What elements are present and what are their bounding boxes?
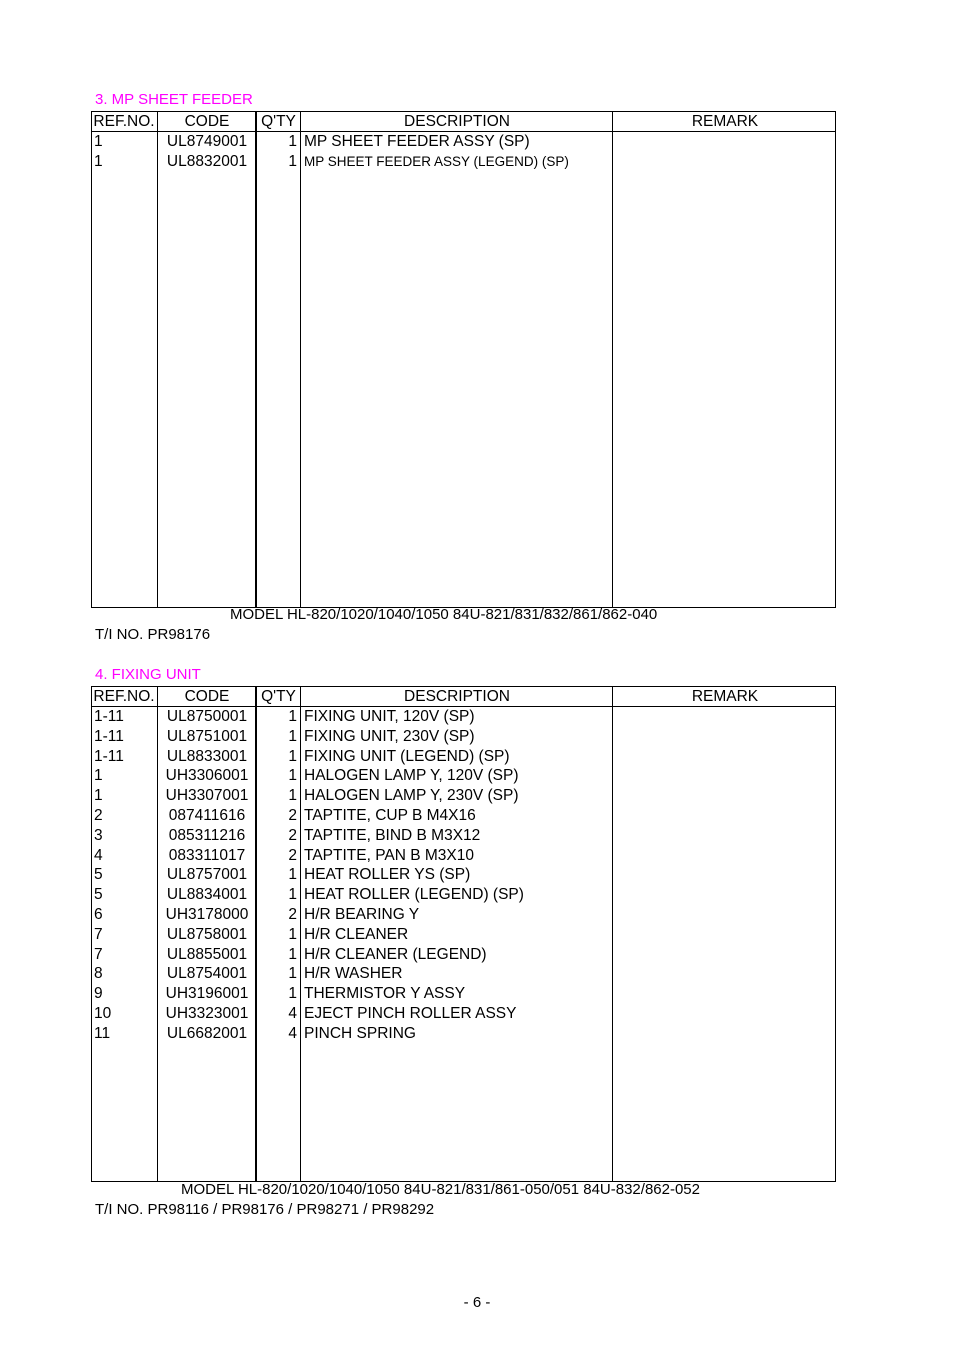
code-cell: UL8834001 bbox=[166, 886, 248, 904]
model-line-mp-sheet-feeder: MODEL HL-820/1020/1040/1050 84U-821/831/832/861/862-040 bbox=[230, 606, 658, 623]
description-cell: MP SHEET FEEDER ASSY (LEGEND) (SP) bbox=[304, 153, 569, 169]
table-row bbox=[92, 766, 835, 786]
table-row bbox=[92, 1024, 835, 1044]
ref-cell: 6 bbox=[94, 905, 103, 923]
parts-table-mp-sheet-feeder bbox=[91, 111, 836, 608]
table-row bbox=[92, 707, 835, 727]
header-code: CODE bbox=[184, 688, 230, 705]
qty-cell: 2 bbox=[288, 806, 297, 824]
description-cell: HEAT ROLLER (LEGEND) (SP) bbox=[304, 886, 524, 904]
table-row bbox=[92, 865, 835, 885]
qty-cell: 1 bbox=[288, 767, 297, 785]
ref-cell: 7 bbox=[94, 945, 103, 963]
fixing-unit-rows bbox=[92, 707, 835, 1044]
description-cell: H/R CLEANER (LEGEND) bbox=[304, 945, 487, 963]
qty-cell: 4 bbox=[288, 1004, 297, 1022]
code-cell: UL8833001 bbox=[166, 747, 248, 765]
description-cell: HALOGEN LAMP Y, 120V (SP) bbox=[304, 767, 519, 785]
table-header bbox=[92, 112, 835, 132]
table-row bbox=[92, 747, 835, 767]
header-remark: REMARK bbox=[691, 113, 759, 130]
page-number: - 6 - bbox=[463, 1294, 491, 1311]
header-description: DESCRIPTION bbox=[404, 688, 510, 705]
header-ref: REF.NO. bbox=[93, 688, 155, 705]
code-cell: UL8757001 bbox=[166, 866, 248, 884]
code-cell: UH3306001 bbox=[165, 767, 249, 785]
qty-cell: 2 bbox=[288, 826, 297, 844]
code-cell: 087411616 bbox=[168, 806, 246, 824]
qty-cell: 1 bbox=[288, 747, 297, 765]
ref-cell: 3 bbox=[94, 826, 103, 844]
description-cell: FIXING UNIT, 120V (SP) bbox=[304, 708, 475, 725]
qty-cell: 1 bbox=[288, 133, 297, 150]
qty-cell: 2 bbox=[288, 846, 297, 864]
table-row bbox=[92, 885, 835, 905]
code-cell: 083311017 bbox=[168, 846, 246, 864]
header-qty: Q'TY bbox=[261, 113, 296, 130]
table-row bbox=[92, 846, 835, 866]
ti-number-fixing-unit: T/I NO. PR98116 / PR98176 / PR98271 / PR98292 bbox=[95, 1201, 435, 1218]
code-cell: UL8751001 bbox=[166, 727, 248, 745]
ref-cell: 1 bbox=[94, 767, 103, 785]
code-cell: UL6682001 bbox=[166, 1024, 248, 1042]
table-row bbox=[92, 945, 835, 965]
ref-cell: 4 bbox=[94, 846, 103, 864]
description-cell: H/R BEARING Y bbox=[304, 905, 420, 923]
description-cell: HEAT ROLLER YS (SP) bbox=[304, 866, 471, 884]
ref-cell: 1 bbox=[94, 152, 103, 170]
header-description: DESCRIPTION bbox=[404, 113, 510, 130]
qty-cell: 1 bbox=[288, 152, 297, 170]
table-row bbox=[92, 786, 835, 806]
code-cell: UL8832001 bbox=[166, 152, 248, 170]
table-row bbox=[92, 727, 835, 747]
qty-cell: 2 bbox=[288, 905, 297, 923]
ref-cell: 7 bbox=[94, 925, 103, 943]
qty-cell: 1 bbox=[288, 886, 297, 904]
description-cell: TAPTITE, CUP B M4X16 bbox=[304, 806, 476, 824]
section-title-mp-sheet-feeder: 3. MP SHEET FEEDER bbox=[95, 91, 253, 108]
model-line-fixing-unit: MODEL HL-820/1020/1040/1050 84U-821/831/861-050/051 84U-832/862-052 bbox=[181, 1181, 700, 1198]
description-cell: HALOGEN LAMP Y, 230V (SP) bbox=[304, 787, 519, 805]
table-row bbox=[92, 152, 835, 172]
qty-cell: 1 bbox=[288, 985, 297, 1003]
ref-cell: 1-11 bbox=[94, 747, 124, 765]
ref-cell: 1-11 bbox=[94, 727, 124, 745]
description-cell: FIXING UNIT, 230V (SP) bbox=[304, 727, 475, 745]
qty-cell: 1 bbox=[288, 727, 297, 745]
table-row bbox=[92, 925, 835, 945]
qty-cell: 4 bbox=[288, 1024, 297, 1042]
code-cell: 085311216 bbox=[168, 826, 246, 844]
description-cell: PINCH SPRING bbox=[304, 1024, 416, 1042]
description-cell: TAPTITE, PAN B M3X10 bbox=[304, 846, 474, 864]
header-code: CODE bbox=[184, 113, 230, 130]
table-header bbox=[92, 687, 835, 707]
code-cell: UH3323001 bbox=[165, 1004, 249, 1022]
code-cell: UL8750001 bbox=[166, 708, 248, 725]
code-cell: UL8749001 bbox=[166, 133, 248, 150]
parts-table-fixing-unit bbox=[91, 686, 836, 1182]
table-row bbox=[92, 1004, 835, 1024]
qty-cell: 1 bbox=[288, 965, 297, 983]
section-title-fixing-unit: 4. FIXING UNIT bbox=[95, 666, 201, 683]
ref-cell: 5 bbox=[94, 866, 103, 884]
ref-cell: 2 bbox=[94, 806, 103, 824]
description-cell: MP SHEET FEEDER ASSY (SP) bbox=[304, 133, 530, 150]
table-row bbox=[92, 806, 835, 826]
qty-cell: 1 bbox=[288, 787, 297, 805]
code-cell: UL8855001 bbox=[166, 945, 248, 963]
ref-cell: 5 bbox=[94, 886, 103, 904]
description-cell: EJECT PINCH ROLLER ASSY bbox=[304, 1004, 517, 1022]
header-qty: Q'TY bbox=[261, 688, 296, 705]
ref-cell: 1 bbox=[94, 133, 103, 150]
header-ref: REF.NO. bbox=[93, 113, 155, 130]
table-row bbox=[92, 984, 835, 1004]
table-row bbox=[92, 826, 835, 846]
description-cell: FIXING UNIT (LEGEND) (SP) bbox=[304, 747, 510, 765]
description-cell: TAPTITE, BIND B M3X12 bbox=[304, 826, 481, 844]
code-cell: UH3196001 bbox=[165, 985, 249, 1003]
ti-number-mp-sheet-feeder: T/I NO. PR98176 bbox=[95, 626, 211, 643]
qty-cell: 1 bbox=[288, 708, 297, 725]
qty-cell: 1 bbox=[288, 945, 297, 963]
table-row bbox=[92, 964, 835, 984]
qty-cell: 1 bbox=[288, 925, 297, 943]
ref-cell: 8 bbox=[94, 965, 103, 983]
code-cell: UH3307001 bbox=[165, 787, 249, 805]
ref-cell: 10 bbox=[94, 1004, 112, 1022]
code-cell: UL8758001 bbox=[166, 925, 248, 943]
code-cell: UL8754001 bbox=[166, 965, 248, 983]
ref-cell: 1 bbox=[94, 787, 103, 805]
header-remark: REMARK bbox=[691, 688, 759, 705]
table-row bbox=[92, 905, 835, 925]
ref-cell: 11 bbox=[94, 1024, 111, 1042]
ref-cell: 1-11 bbox=[94, 708, 124, 725]
description-cell: H/R WASHER bbox=[304, 965, 403, 983]
table-row bbox=[92, 132, 835, 152]
description-cell: H/R CLEANER bbox=[304, 925, 409, 943]
description-cell: THERMISTOR Y ASSY bbox=[304, 985, 466, 1003]
code-cell: UH3178000 bbox=[165, 905, 249, 923]
ref-cell: 9 bbox=[94, 985, 103, 1003]
qty-cell: 1 bbox=[288, 866, 297, 884]
